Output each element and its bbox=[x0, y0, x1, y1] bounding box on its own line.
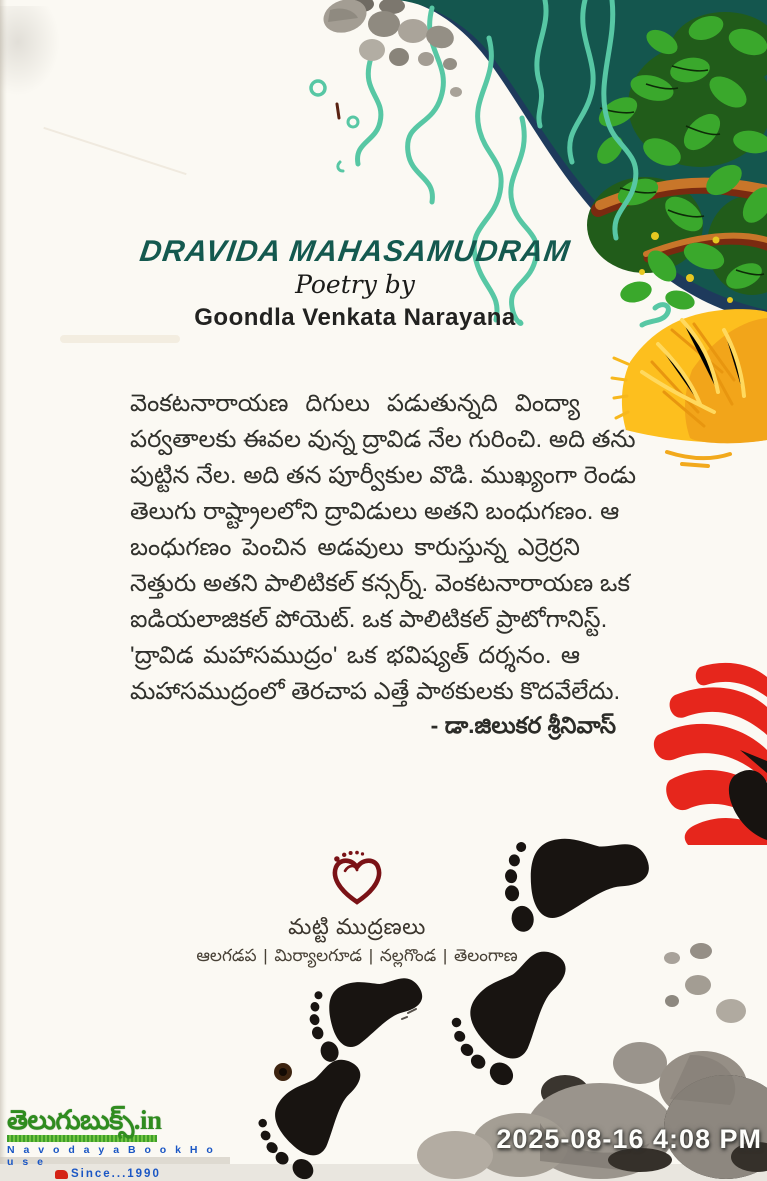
blurb-paragraph bbox=[130, 386, 637, 710]
publisher-locations: ఆలగడప | మిర్యాలగూడ | నల్లగొండ | తెలంగాణ bbox=[196, 946, 518, 965]
watermark-since-row bbox=[55, 1168, 227, 1181]
blurb-line: బంధుగణం పెంచిన అడవులు కారుస్తున్న ఎర్రెర్రని bbox=[130, 534, 580, 561]
store-watermark bbox=[7, 1106, 227, 1181]
twig-mark bbox=[337, 104, 339, 118]
publisher-name: మట్టి ముద్రణలు bbox=[288, 914, 426, 939]
title-block bbox=[110, 236, 600, 332]
since-icon bbox=[55, 1170, 68, 1179]
author-name: Goondla Venkata Narayana bbox=[194, 304, 516, 331]
blurb-line: పుట్టిన నేల. అది తన పూర్వీకుల వొడి. ముఖ్యంగా రెండు bbox=[130, 462, 637, 489]
photo-timestamp: 2025-08-16 4:08 PM bbox=[496, 1124, 762, 1154]
blurb-line: ఐడియలాజికల్ పోయెట్. ఒక పాలిటికల్ ప్రాటోగానిస్ట్. bbox=[130, 606, 608, 633]
subtitle: Poetry by bbox=[295, 270, 415, 299]
watermark-site: తెలుగుబుక్స్.in bbox=[7, 1105, 162, 1135]
watermark-store: N a v o d a y a B o o k H o u s e bbox=[7, 1144, 216, 1168]
burn-spot-core bbox=[279, 1068, 287, 1076]
publisher-block bbox=[155, 850, 559, 970]
blurb-line: మహాసముద్రంలో తెరచాప ఎత్తే పాఠకులకు కొదవేలేదు. bbox=[130, 678, 621, 705]
blurb-line: తెలుగు రాష్ట్రాలలోని ద్రావిడులు అతని బంధుగణం. ఆ bbox=[130, 498, 620, 525]
blurb-line: వెంకటనారాయణ దిగులు పడుతున్నది వింద్యా bbox=[130, 390, 580, 417]
watermark-since: Since...1990 bbox=[71, 1168, 161, 1180]
heart-footprint-logo bbox=[325, 850, 389, 910]
grass-strip-icon bbox=[7, 1135, 157, 1142]
blurb-line: పర్వతాలకు ఈవల వున్న ద్రావిడ నేల గురించి. అది తను bbox=[130, 426, 636, 453]
book-title: DRAVIDA MAHASAMUDRAM bbox=[137, 235, 573, 268]
blurb-line: నెత్తురు అతని పాలిటికల్ కన్సర్న్. వెంకటనారాయణ ఒక bbox=[130, 570, 630, 597]
blurb-line: 'ద్రావిడ మహాసముద్రం' ఒక భవిష్యత్ దర్శనం. ఆ bbox=[130, 642, 580, 669]
blurb-attribution: - డా.జిలుకర శ్రీనివాస్ bbox=[430, 712, 616, 738]
hay-strands bbox=[667, 452, 730, 466]
